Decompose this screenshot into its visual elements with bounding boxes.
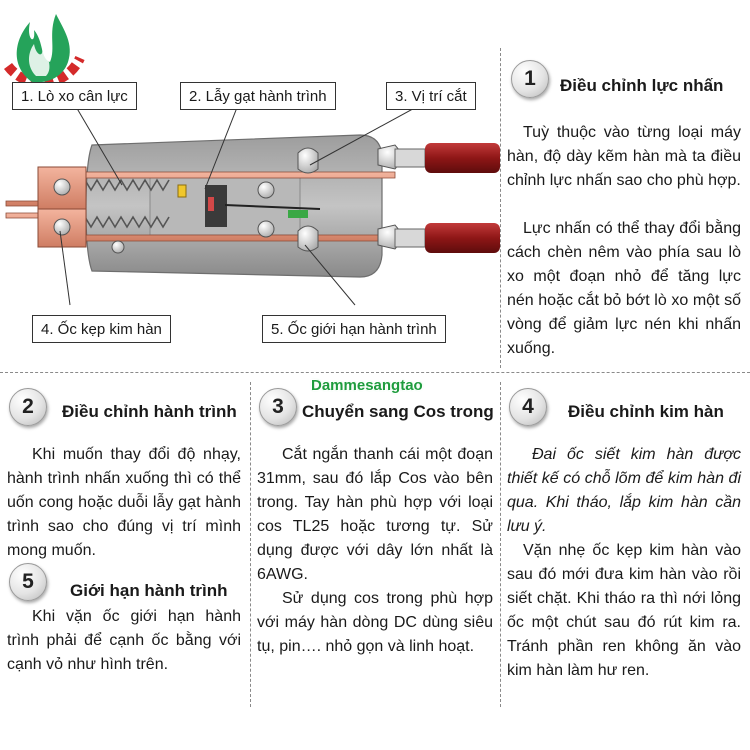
section-number-badge: 4 xyxy=(509,388,547,426)
flame-icon xyxy=(17,14,70,82)
section-text: Đai ốc siết kim hàn được thiết kế có chỗ lõm để kim hàn đi qua. Khi tháo, lắp kim hàn cần lưu ý. xyxy=(507,446,741,535)
callout-clamp-nut: 4. Ốc kẹp kim hàn xyxy=(32,315,171,343)
section-text: Vặn nhẹ ốc kẹp kim hàn vào sau đó mới đưa kim hàn vào rồi siết chặt. Khi tháo ra thì nới lỏng ốc một chút sau đó rút kim ra. Tránh phần ren không ăn vào kim hàn làm hư ren. xyxy=(507,542,741,679)
section-title: Chuyển sang Cos trong xyxy=(302,402,494,421)
section-number-badge: 1 xyxy=(511,60,549,98)
divider-vertical-left xyxy=(250,382,251,707)
section-title: Điều chỉnh lực nhấn xyxy=(560,76,724,95)
callout-trigger-lever: 2. Lẫy gạt hành trình xyxy=(180,82,336,110)
section-text: Tuỳ thuộc vào từng loại máy hàn, độ dày kẽm hàn mà ta điều chỉnh lực nhấn sao cho phù hợp. xyxy=(507,124,741,189)
divider-vertical-top xyxy=(500,48,501,368)
section-number-badge: 2 xyxy=(9,388,47,426)
section-title: Điều chỉnh hành trình xyxy=(62,402,237,421)
callout-cut-position: 3. Vị trí cắt xyxy=(386,82,476,110)
watermark: Dammesangtao xyxy=(311,377,423,394)
divider-vertical-right xyxy=(500,382,501,707)
section-title: Giới hạn hành trình xyxy=(70,581,228,600)
section-text: Khi muốn thay đổi độ nhạy, hành trình nhấn xuống thì có thể uốn cong hoặc duỗi lẫy gạt hành trình sao cho đúng vị trí mình mong muốn. xyxy=(7,446,241,559)
section-text: Khi vặn ốc giới hạn hành trình phải để cạnh ốc bằng với cạnh vỏ như hình trên. xyxy=(7,608,241,673)
welding-pen-illustration xyxy=(0,105,500,310)
section-text: Lực nhấn có thể thay đổi bằng cách chèn nêm vào phía sau lò xo một đoạn nhỏ để tăng lực nén hoặc cắt bỏ bớt lò xo một số vòng để giảm lực nén khi nhấn xuống. xyxy=(507,220,741,357)
cable-lugs xyxy=(378,145,425,249)
callout-spring: 1. Lò xo cân lực xyxy=(12,82,137,110)
section-number-badge: 5 xyxy=(9,563,47,601)
section-text: Cắt ngắn thanh cái một đoạn 31mm, sau đó lắp Cos vào bên trong. Tay hàn phù hợp với loại cos TL25 hoặc tương tự. Sử dụng được với dây lớn nhất là 6AWG. xyxy=(257,446,493,583)
section-number-badge: 3 xyxy=(259,388,297,426)
red-cables xyxy=(425,143,500,253)
callout-limit-nut: 5. Ốc giới hạn hành trình xyxy=(262,315,446,343)
divider-horizontal xyxy=(0,372,750,373)
section-text: Sử dụng cos trong phù hợp với máy hàn dòng DC dùng siêu tụ, pin…. nhỏ gọn và linh hoạt. xyxy=(257,590,493,655)
section-title: Điều chỉnh kim hàn xyxy=(568,402,724,421)
